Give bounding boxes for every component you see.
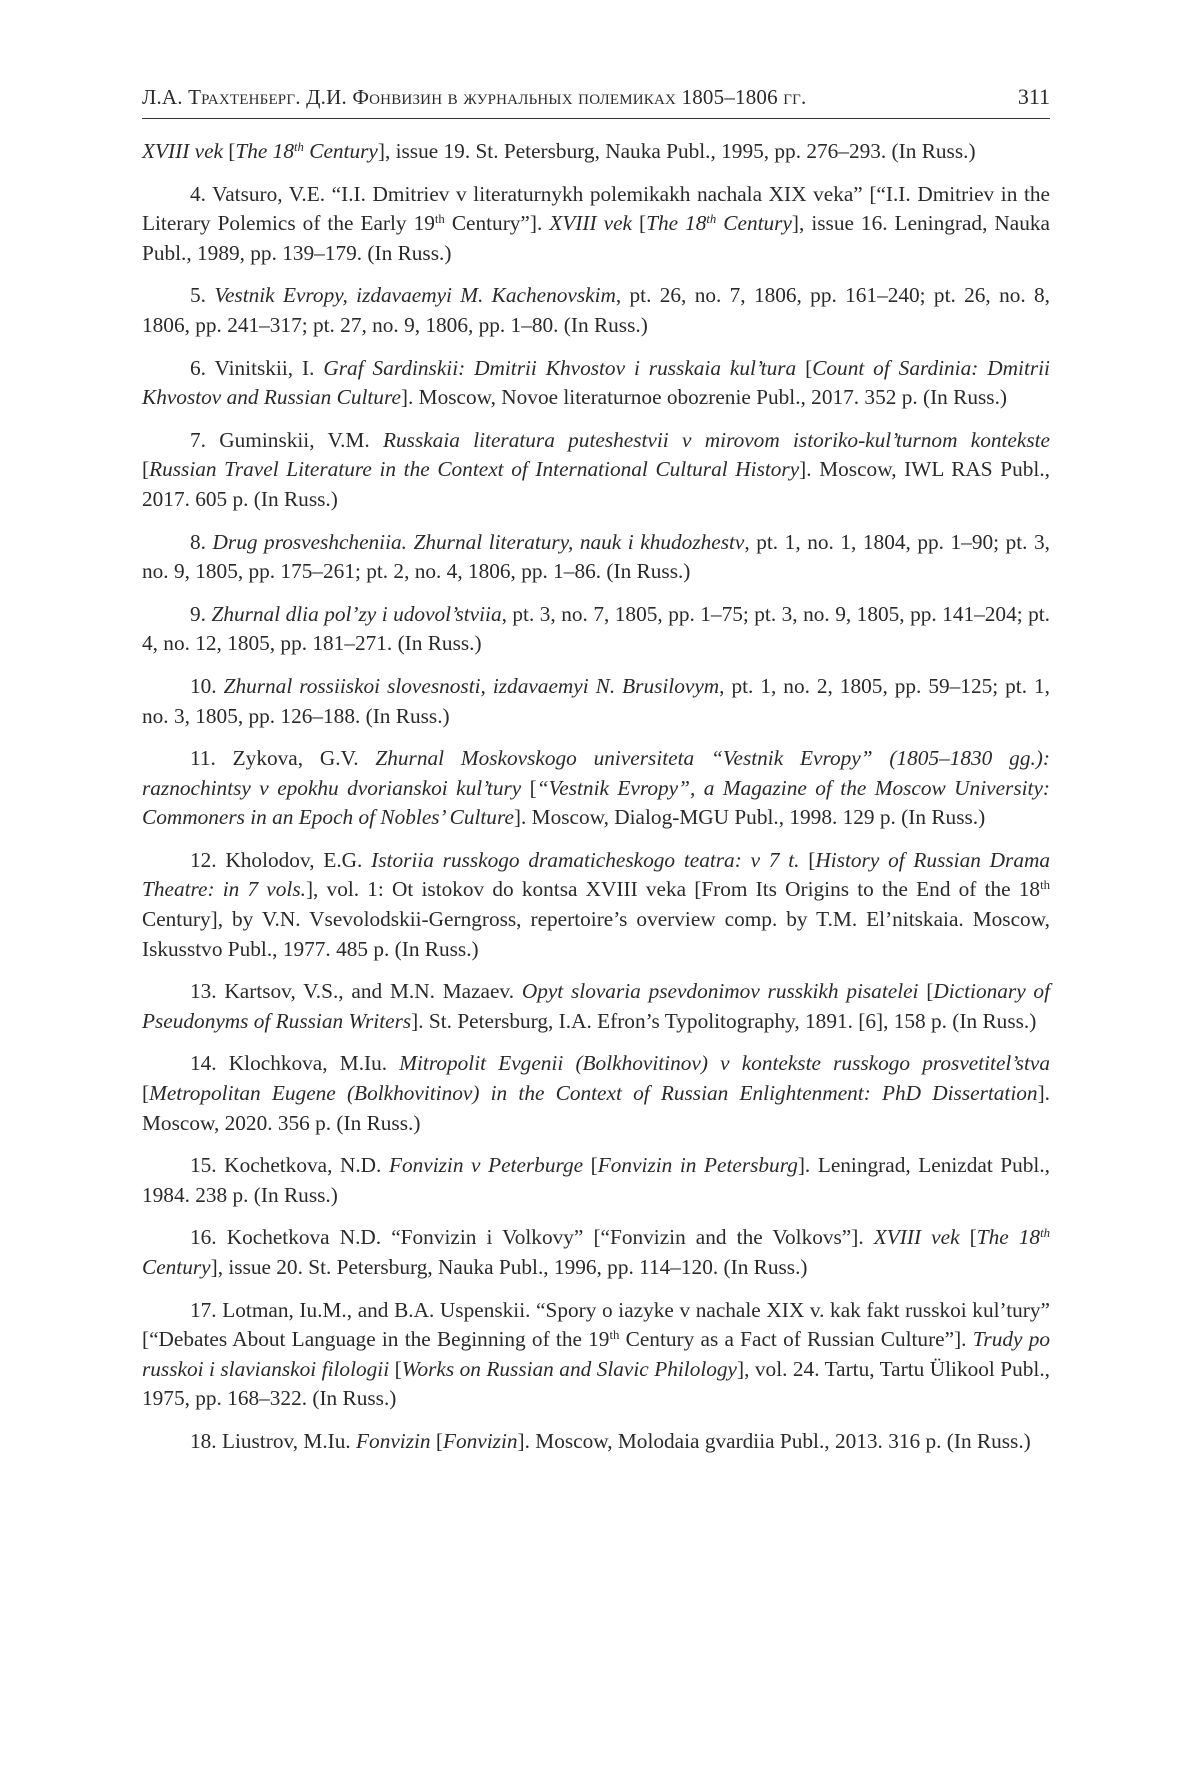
reference-item: 16. Kochetkova N.D. “Fonvizin i Volkovy” [“Fonvizin and the Volkovs”]. XVIII vek [The 18th Century], issue 20. St. Petersburg, Nauka Publ., 1996, pp. 114–120. (In Russ.) <box>142 1225 1050 1279</box>
reference-item: 6. Vinitskii, I. Graf Sardinskii: Dmitrii Khvostov i russkaia kul’tura [Count of Sardinia: Dmitrii Khvostov and Russian Culture]. Moscow, Novoe literaturnoe obozrenie Publ., 2017. 352 p. (In Russ.) <box>142 355 1050 410</box>
reference-item: 12. Kholodov, E.G. Istoriia russkogo dramaticheskogo teatra: v 7 t. [History of Russian Drama Theatre: in 7 vols.], vol. 1: Ot istokov do kontsa XVIII veka [From Its Origins to the End of the 18th Century], by V.N. Vsevolodskii-Gerngross, repertoire’s overview comp. by T.M. El’nitskaia. Moscow, Iskusstvo Publ., 1977. 485 p. (In Russ.) <box>142 847 1051 961</box>
reference-item: 7. Guminskii, V.M. Russkaia literatura puteshestvii v mirovom istoriko-kul’turnom kontekste [Russian Travel Literature in the Context of International Cultural History]. Moscow, IWL RAS Publ., 2017. 605 p. (In Russ.) <box>142 427 1050 511</box>
reference-item: 17. Lotman, Iu.M., and B.A. Uspenskii. “Spory o iazyke v nachale XIX v. kak fakt russkoi kul’tury” [“Debates About Language in the Beginning of the 19th Century as a Fact of Russian Culture”]. Trudy po russkoi i slavianskoi filologii [Works on Russian and Slavic Philology], vol. 24. Tartu, Tartu Ülikool Publ., 1975, pp. 168–322. (In Russ.) <box>142 1297 1050 1411</box>
reference-item: 9. Zhurnal dlia pol’zy i udovol’stviia, pt. 3, no. 7, 1805, pp. 1–75; pt. 3, no. 9, 1805, pp. 141–204; pt. 4, no. 12, 1805, pp. 181–271. (In Russ.) <box>142 601 1051 656</box>
running-header <box>142 84 1050 119</box>
reference-item: 15. Kochetkova, N.D. Fonvizin v Peterburge [Fonvizin in Petersburg]. Leningrad, Lenizdat Publ., 1984. 238 p. (In Russ.) <box>142 1153 1051 1207</box>
reference-item: XVIII vek [The 18th Century], issue 19. St. Petersburg, Nauka Publ., 1995, pp. 276–293. (In Russ.) <box>142 139 976 163</box>
reference-item: 13. Kartsov, V.S., and M.N. Mazaev. Opyt slovaria psevdonimov russkikh pisatelei [Dictionary of Pseudonyms of Russian Writers]. St. Petersburg, I.A. Efron’s Typolitography, 1891. [6], 158 p. (In Russ.) <box>142 979 1050 1033</box>
page-number: 311 <box>1017 84 1050 109</box>
reference-item: 5. Vestnik Evropy, izdavaemyi M. Kachenovskim, pt. 26, no. 7, 1806, pp. 161–240; pt. 26, no. 8, 1806, pp. 241–317; pt. 27, no. 9, 1806, pp. 1–80. (In Russ.) <box>142 283 1051 337</box>
reference-item: 4. Vatsuro, V.E. “I.I. Dmitriev v literaturnykh polemikakh nachala XIX veka” [“I.I. Dmitriev in the Literary Polemics of the Early 19th Century”]. XVIII vek [The 18th Century], issue 16. Leningrad, Nauka Publ., 1989, pp. 139–179. (In Russ.) <box>142 181 1050 265</box>
reference-list <box>142 137 1050 1457</box>
reference-item: 14. Klochkova, M.Iu. Mitropolit Evgenii (Bolkhovitinov) v kontekste russkogo prosvetitel’stva [Metropolitan Eugene (Bolkhovitinov) in the Context of Russian Enlightenment: PhD Dissertation]. Moscow, 2020. 356 p. (In Russ.) <box>142 1051 1050 1135</box>
running-title: Л.А. Трахтенберг. Д.И. Фонвизин в журнальных полемиках 1805–1806 гг. <box>142 85 807 109</box>
reference-item: 8. Drug prosveshcheniia. Zhurnal literatury, nauk i khudozhestv, pt. 1, no. 1, 1804, pp. 1–90; pt. 3, no. 9, 1805, pp. 175–261; pt. 2, no. 4, 1806, pp. 1–86. (In Russ.) <box>142 529 1050 584</box>
reference-item: 10. Zhurnal rossiiskoi slovesnosti, izdavaemyi N. Brusilovym, pt. 1, no. 2, 1805, pp. 59–125; pt. 1, no. 3, 1805, pp. 126–188. (In Russ.) <box>142 673 1050 728</box>
reference-item: 11. Zykova, G.V. Zhurnal Moskovskogo universiteta “Vestnik Evropy” (1805–1830 gg.): raznochintsy v epokhu dvorianskoi kul’tury [“Vestnik Evropy”, a Magazine of the Moscow University: Commoners in an Epoch of Nobles’ Culture]. Moscow, Dialog-MGU Publ., 1998. 129 p. (In Russ.) <box>142 746 1050 830</box>
reference-item: 18. Liustrov, M.Iu. Fonvizin [Fonvizin]. Moscow, Molodaia gvardiia Publ., 2013. 316 p. (In Russ.) <box>190 1428 1031 1453</box>
page <box>142 84 1050 1470</box>
